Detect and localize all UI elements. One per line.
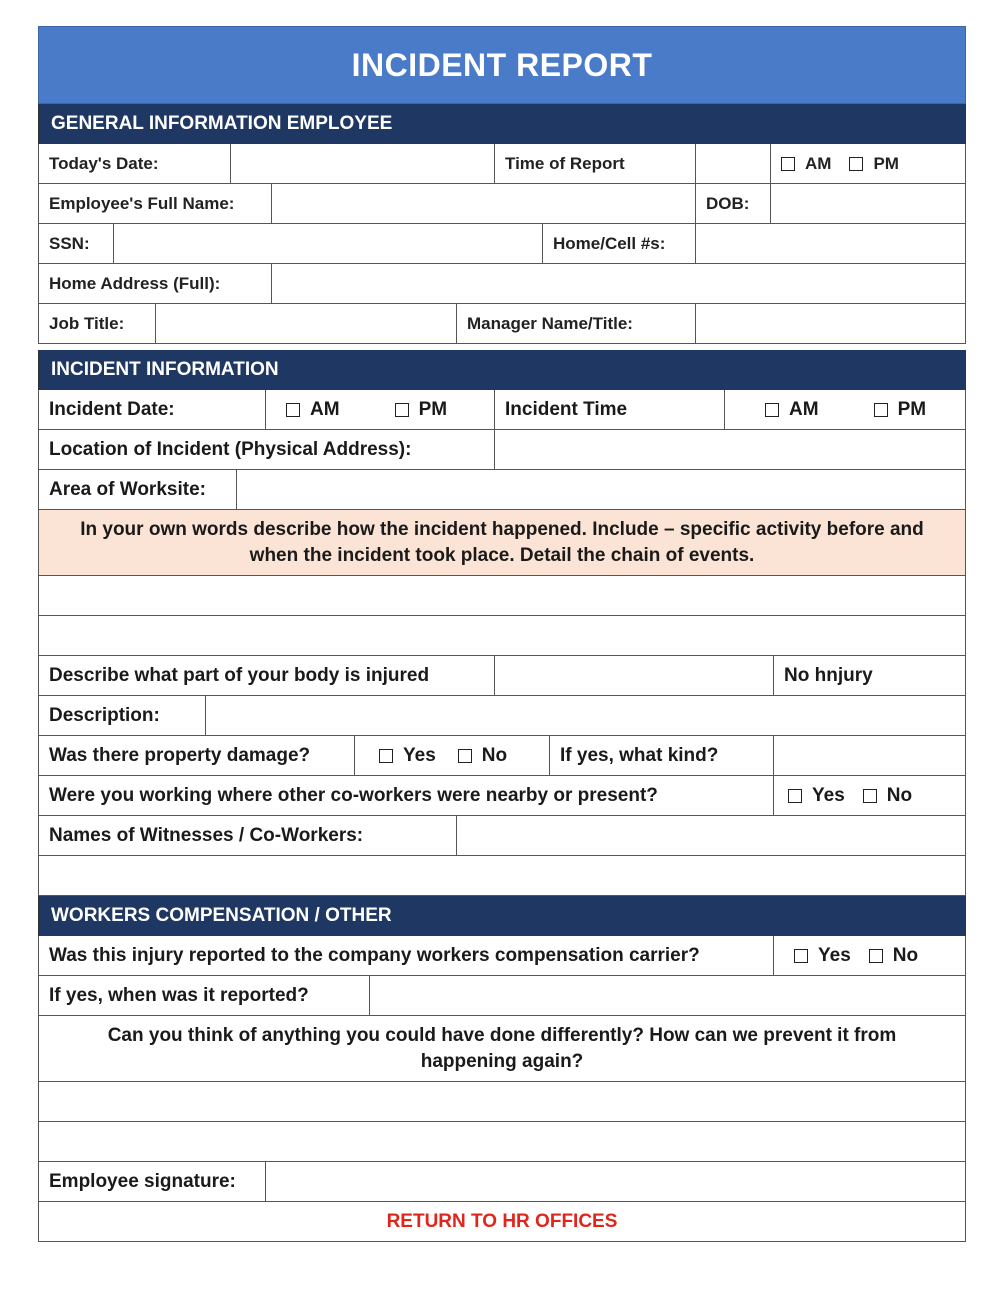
location-label: Location of Incident (Physical Address): <box>39 430 495 469</box>
row-property-damage <box>38 736 966 776</box>
job-title-label: Job Title: <box>39 304 156 343</box>
incident-date-pm-checkbox[interactable] <box>395 399 448 421</box>
time-of-report-ampm <box>771 144 965 183</box>
home-cell-field[interactable] <box>696 224 965 263</box>
checkbox-icon <box>286 403 300 417</box>
time-of-report-field[interactable] <box>696 144 771 183</box>
row-prevent-prompt <box>38 1016 966 1082</box>
when-reported-label: If yes, when was it reported? <box>39 976 370 1015</box>
area-label: Area of Worksite: <box>39 470 237 509</box>
section-incident-information: INCIDENT INFORMATION <box>38 350 966 390</box>
row-reported-carrier <box>38 936 966 976</box>
coworkers-nearby-label: Were you working where other co-workers were nearby or present? <box>39 776 774 815</box>
prevent-prompt: Can you think of anything you could have done differently? How can we prevent it from happening again? <box>107 1024 897 1072</box>
description-label: Description: <box>39 696 206 735</box>
what-kind-field[interactable] <box>774 736 965 775</box>
incident-date-pm-label: PM <box>418 398 448 420</box>
property-damage-no-label: No <box>481 744 508 766</box>
report-pm-checkbox[interactable] <box>849 154 899 174</box>
section-general-information: GENERAL INFORMATION EMPLOYEE <box>38 104 966 144</box>
dob-field[interactable] <box>771 184 965 223</box>
incident-date-am-label: AM <box>310 398 340 420</box>
home-cell-label: Home/Cell #s: <box>543 224 696 263</box>
coworkers-no-label: No <box>886 784 913 806</box>
witnesses-answer-line[interactable] <box>38 856 966 896</box>
reported-carrier-yes-checkbox[interactable] <box>794 945 851 967</box>
prevent-answer-line-2[interactable] <box>38 1122 966 1162</box>
checkbox-icon <box>379 749 393 763</box>
row-full-name <box>38 184 966 224</box>
describe-incident-prompt: In your own words describe how the incident happened. Include – specific activity before and when the incident took place. Detail the chain of events. <box>80 518 924 566</box>
what-kind-label: If yes, what kind? <box>550 736 774 775</box>
row-witnesses <box>38 816 966 856</box>
incident-date-am-checkbox[interactable] <box>286 399 340 421</box>
home-address-label: Home Address (Full): <box>39 264 272 303</box>
property-damage-yes-checkbox[interactable] <box>379 745 436 767</box>
time-of-report-label: Time of Report <box>495 144 696 183</box>
row-return-to <box>38 1202 966 1242</box>
describe-answer-line-1[interactable] <box>38 576 966 616</box>
checkbox-icon <box>395 403 409 417</box>
home-address-field[interactable] <box>272 264 965 303</box>
row-incident-date <box>38 390 966 430</box>
checkbox-icon <box>874 403 888 417</box>
incident-date-label: Incident Date: <box>39 390 266 429</box>
checkbox-icon <box>869 949 883 963</box>
dob-label: DOB: <box>696 184 771 223</box>
row-body-part <box>38 656 966 696</box>
row-location <box>38 430 966 470</box>
checkbox-icon <box>788 789 802 803</box>
manager-field[interactable] <box>696 304 965 343</box>
todays-date-label: Today's Date: <box>39 144 231 183</box>
section-workers-compensation: WORKERS COMPENSATION / OTHER <box>38 896 966 936</box>
reported-carrier-yes-label: Yes <box>818 944 851 966</box>
incident-time-pm-checkbox[interactable] <box>874 399 927 421</box>
describe-answer-line-2[interactable] <box>38 616 966 656</box>
location-field[interactable] <box>495 430 965 469</box>
checkbox-icon <box>458 749 472 763</box>
prevent-answer-line-1[interactable] <box>38 1082 966 1122</box>
coworkers-nearby-yesno <box>774 776 965 815</box>
witnesses-label: Names of Witnesses / Co-Workers: <box>39 816 457 855</box>
report-pm-label: PM <box>873 153 899 173</box>
property-damage-yesno <box>355 736 550 775</box>
report-am-checkbox[interactable] <box>781 154 831 174</box>
checkbox-icon <box>781 157 795 171</box>
row-signature <box>38 1162 966 1202</box>
coworkers-yes-checkbox[interactable] <box>788 785 845 807</box>
ssn-field[interactable] <box>114 224 543 263</box>
description-field[interactable] <box>206 696 965 735</box>
incident-time-label: Incident Time <box>495 390 725 429</box>
incident-date-ampm <box>266 390 495 429</box>
manager-label: Manager Name/Title: <box>457 304 696 343</box>
checkbox-icon <box>765 403 779 417</box>
no-injury-label: No hnjury <box>784 664 873 686</box>
reported-carrier-label: Was this injury reported to the company workers compensation carrier? <box>39 936 774 975</box>
property-damage-label: Was there property damage? <box>39 736 355 775</box>
signature-field[interactable] <box>266 1162 965 1201</box>
row-ssn <box>38 224 966 264</box>
return-to-hr-text: RETURN TO HR OFFICES <box>386 1210 618 1232</box>
row-job-title <box>38 304 966 344</box>
coworkers-no-checkbox[interactable] <box>863 785 912 807</box>
row-when-reported <box>38 976 966 1016</box>
area-field[interactable] <box>237 470 965 509</box>
checkbox-icon <box>794 949 808 963</box>
ssn-label: SSN: <box>39 224 114 263</box>
witnesses-field[interactable] <box>457 816 965 855</box>
incident-time-am-label: AM <box>789 398 819 420</box>
job-title-field[interactable] <box>156 304 457 343</box>
row-coworkers-nearby <box>38 776 966 816</box>
incident-time-am-checkbox[interactable] <box>765 399 819 421</box>
checkbox-icon <box>863 789 877 803</box>
todays-date-field[interactable] <box>231 144 495 183</box>
body-part-field[interactable] <box>495 656 774 695</box>
reported-carrier-yesno <box>774 936 965 975</box>
row-area-of-worksite <box>38 470 966 510</box>
checkbox-icon <box>849 157 863 171</box>
incident-time-pm-label: PM <box>897 398 927 420</box>
form-title: INCIDENT REPORT <box>38 26 966 104</box>
full-name-label: Employee's Full Name: <box>39 184 272 223</box>
row-describe-prompt <box>38 510 966 576</box>
row-description <box>38 696 966 736</box>
when-reported-field[interactable] <box>370 976 965 1015</box>
report-am-label: AM <box>805 153 832 173</box>
full-name-field[interactable] <box>272 184 696 223</box>
coworkers-yes-label: Yes <box>812 784 845 806</box>
incident-report-form <box>38 26 966 1242</box>
signature-label: Employee signature: <box>39 1162 266 1201</box>
property-damage-yes-label: Yes <box>403 744 436 766</box>
reported-carrier-no-checkbox[interactable] <box>869 945 918 967</box>
row-home-address <box>38 264 966 304</box>
body-part-label: Describe what part of your body is injured <box>39 656 495 695</box>
row-todays-date <box>38 144 966 184</box>
reported-carrier-no-label: No <box>892 944 919 966</box>
property-damage-no-checkbox[interactable] <box>458 745 507 767</box>
incident-time-ampm <box>725 390 965 429</box>
